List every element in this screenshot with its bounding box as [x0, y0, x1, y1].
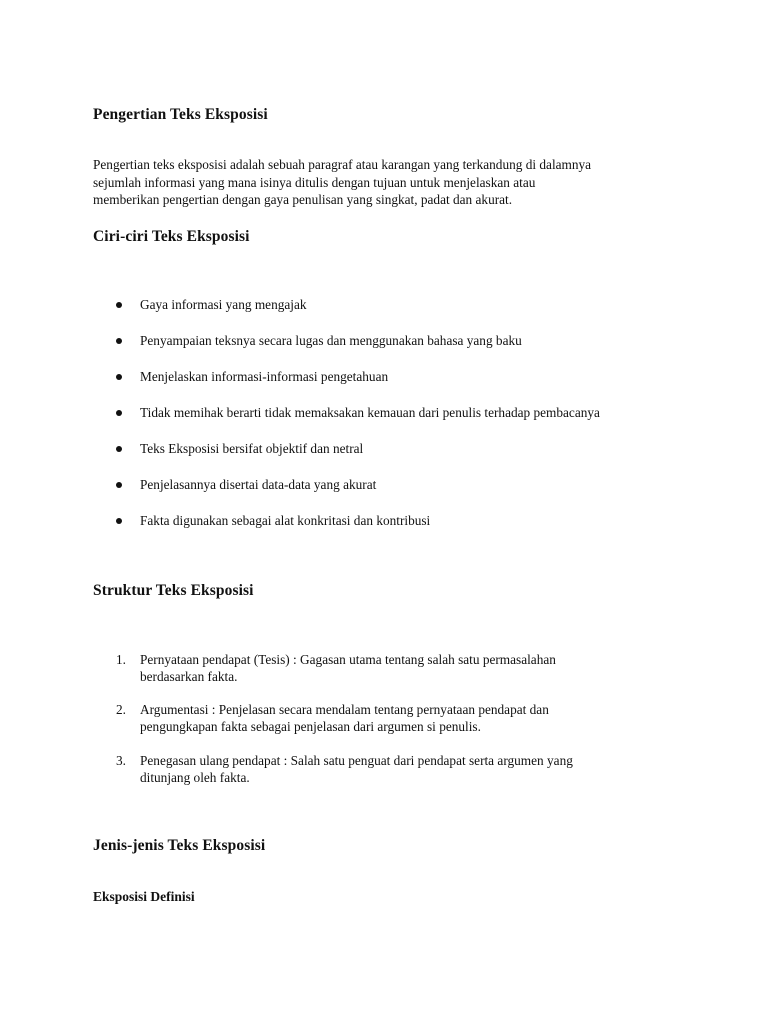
- numbered-item-line: Penegasan ulang pendapat : Salah satu penguat dari pendapat serta argumen yang: [140, 753, 573, 768]
- bullet-icon: [116, 374, 122, 380]
- paragraph-line: Pengertian teks eksposisi adalah sebuah paragraf atau karangan yang terkandung di dalamnya: [93, 157, 592, 172]
- bullet-icon: [116, 410, 122, 416]
- list-item-text: Penyampaian teksnya secara lugas dan menggunakan bahasa yang baku: [140, 333, 522, 348]
- heading-pengertian: Pengertian Teks Eksposisi: [93, 106, 268, 123]
- subheading-eksposisi-definisi: Eksposisi Definisi: [93, 889, 195, 904]
- list-item-text: Penjelasannya disertai data-data yang akurat: [140, 477, 377, 492]
- numbered-item-text: [140, 651, 556, 685]
- numbered-item: [116, 701, 716, 735]
- bullet-icon: [116, 338, 122, 344]
- list-item-text: Menjelaskan informasi-informasi pengetahuan: [140, 369, 389, 384]
- bullet-icon: [116, 518, 122, 524]
- numbered-item-line: ditunjang oleh fakta.: [140, 770, 250, 785]
- numbered-item-text: [140, 752, 573, 786]
- heading-struktur: Struktur Teks Eksposisi: [93, 582, 254, 599]
- numbered-item-text: [140, 701, 549, 735]
- numbered-item-line: pengungkapan fakta sebagai penjelasan dari argumen si penulis.: [140, 719, 481, 734]
- paragraph-pengertian: [93, 156, 693, 209]
- numbered-item: [116, 651, 716, 685]
- numbered-item-line: berdasarkan fakta.: [140, 669, 238, 684]
- list-number: 1.: [116, 652, 126, 667]
- list-item-text: Gaya informasi yang mengajak: [140, 297, 307, 312]
- heading-jenis-jenis: Jenis-jenis Teks Eksposisi: [93, 837, 266, 854]
- numbered-list-struktur: [116, 651, 716, 791]
- list-item-text: Tidak memihak berarti tidak memaksakan kemauan dari penulis terhadap pembacanya: [140, 405, 600, 420]
- heading-ciri-ciri: Ciri-ciri Teks Eksposisi: [93, 228, 250, 245]
- bullet-icon: [116, 446, 122, 452]
- numbered-item-line: Argumentasi : Penjelasan secara mendalam tentang pernyataan pendapat dan: [140, 702, 549, 717]
- list-number: 3.: [116, 753, 126, 768]
- bullet-icon: [116, 302, 122, 308]
- paragraph-line: memberikan pengertian dengan gaya penulisan yang singkat, padat dan akurat.: [93, 192, 513, 207]
- bullet-list-ciri: [116, 296, 716, 536]
- list-item-text: Teks Eksposisi bersifat objektif dan netral: [140, 441, 364, 456]
- numbered-item: [116, 752, 716, 786]
- bullet-icon: [116, 482, 122, 488]
- list-item-text: Fakta digunakan sebagai alat konkritasi dan kontribusi: [140, 513, 431, 528]
- paragraph-line: sejumlah informasi yang mana isinya ditulis dengan tujuan untuk menjelaskan atau: [93, 174, 536, 190]
- list-number: 2.: [116, 702, 126, 717]
- numbered-item-line: Pernyataan pendapat (Tesis) : Gagasan utama tentang salah satu permasalahan: [140, 652, 556, 667]
